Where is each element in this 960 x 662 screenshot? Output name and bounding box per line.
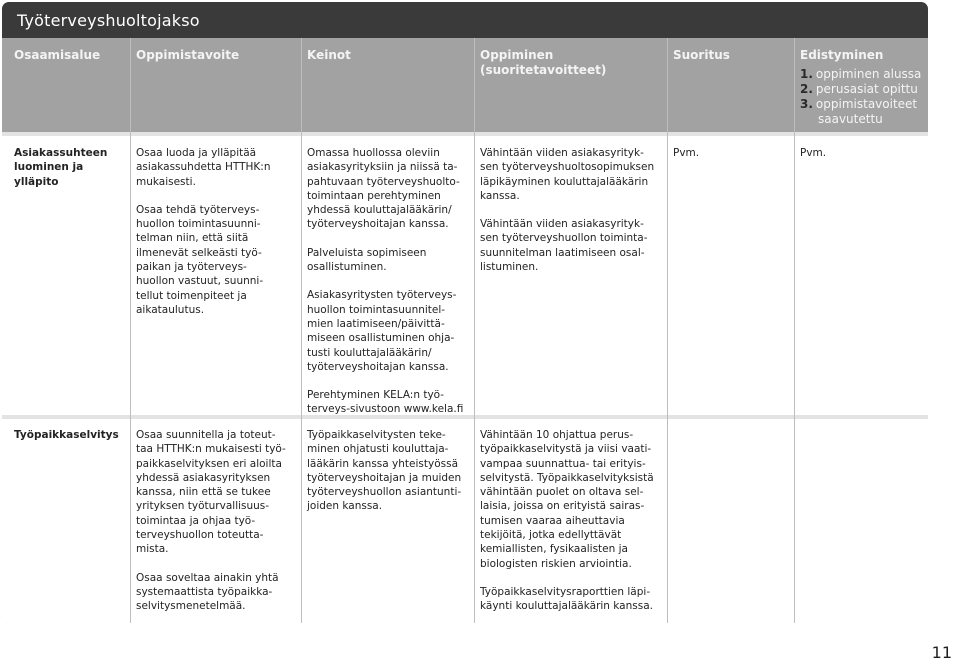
page-number: 11 (931, 643, 952, 662)
header-oppimistavoite: Oppimistavoite (136, 48, 240, 62)
header-edistyminen (800, 48, 926, 127)
progress-scale-item (800, 97, 926, 112)
cell-osaamisalue: Asiakassuhteen luominen ja ylläpito (14, 147, 108, 188)
title-bar (2, 2, 928, 38)
column-divider (667, 38, 668, 623)
progress-scale-item (800, 82, 926, 97)
progress-scale-number: 1. (800, 67, 813, 81)
progress-scale-item (800, 112, 926, 127)
cell-edistyminen: Pvm. (800, 147, 827, 159)
progress-scale-text: oppimistavoiteet (815, 97, 918, 111)
progress-scale-text: perusasiat opittu (815, 82, 918, 96)
table-row (2, 136, 928, 415)
page-title: Työterveyshuoltojakso (17, 11, 200, 30)
cell-oppimistavoite (136, 146, 301, 317)
table-frame (2, 2, 928, 623)
cell-oppimistavoite (136, 428, 301, 614)
learning-paragraph: Työpaikkaselvitysraporttien läpi- käynti kouluttajalääkärin kanssa. (480, 585, 653, 613)
learning-paragraph: Vähintään viiden asiakasyrityk- sen työterveyshuollon toiminta- suunnitelman laatimiseen osal- listuminen. (480, 218, 648, 274)
header-oppiminen: Oppiminen (suoritetavoitteet) (480, 48, 607, 77)
goal-paragraph: Osaa soveltaa ainakin yhtä systemaattista työpaikka- selvitysmenetelmää. (136, 571, 279, 613)
column-divider (794, 38, 795, 623)
means-paragraph: Omassa huollossa oleviin asiakasyrityksiin ja niissä ta- pahtuvaan työterveyshuolto- toimintaan perehtyminen yhdessä kouluttajalääkärin/ työterveyshoitajan kanssa. (307, 147, 460, 231)
table-row (2, 419, 928, 623)
progress-scale-text: saavutettu (818, 112, 883, 126)
progress-scale-number: 3. (800, 97, 813, 111)
progress-scale-number: 2. (800, 82, 813, 96)
header-edistyminen-label: Edistyminen (800, 48, 884, 62)
means-paragraph: Työpaikkaselvitysten teke- minen ohjatusti kouluttaja- lääkärin kanssa yhteistyössä työterveyshoitajan ja muiden työterveyshuollon asiantunti- joiden kanssa. (307, 429, 462, 513)
goal-paragraph: Osaa luoda ja ylläpitää asiakassuhdetta HTTHK:n mukaisesti. (136, 147, 271, 188)
goal-paragraph: Osaa tehdä työterveys- huollon toimintasuunni- telman niin, että siitä ilmenevät selkeästi työ- paikan ja työterveys- huollon vastuut, suunni- tellut toimenpiteet ja aikataulutus. (136, 203, 264, 316)
learning-paragraph: Vähintään 10 ohjattua perus- työpaikkaselvitystä ja viisi vaati- vampaa suunnattua- tai erityis- selvitystä. Työpaikkaselvityksistä vähintään puolet on oltava sel- laisia, joissa on erityistä sairas- tumisen vaaraa aiheuttavia tekijöitä, jotka edellyttävät kemiallisten, fysikaalisten ja biologisten riskien arviointia. (480, 429, 654, 570)
goal-paragraph: Osaa suunnitella ja toteut- taa HTTHK:n mukaisesti työ- paikkaselvityksen eri aloilta yhdessä asiakasyrityksen kanssa, niin että se tukee yrityksen työturvallisuus- toimintaa ja ohjaa työ- terveyshuollon toteutta- mista. (136, 429, 286, 556)
cell-suoritus: Pvm. (673, 147, 700, 159)
means-paragraph: Palveluista sopimiseen osallistuminen. (307, 246, 427, 274)
column-divider (130, 38, 131, 623)
progress-scale-list (800, 67, 926, 127)
column-divider (301, 38, 302, 623)
cell-oppiminen (480, 428, 668, 614)
means-paragraph: Perehtyminen KELA:n työ- terveys-sivustoon www.kela.fi (307, 389, 464, 416)
cell-keinot (307, 146, 475, 417)
progress-scale-text: oppiminen alussa (815, 67, 922, 81)
means-paragraph: Asiakasyritysten työterveys- huollon toimintasuunnitel- mien laatimiseen/päivittä- miseen osallistuminen ohja- tusti kouluttajalääkärin/ työterveyshoitajan kanssa. (307, 289, 457, 373)
column-divider (474, 38, 475, 623)
progress-scale-item (800, 67, 926, 82)
cell-osaamisalue: Työpaikkaselvitys (14, 429, 119, 441)
table-header-row (2, 38, 928, 132)
header-keinot: Keinot (307, 48, 351, 62)
header-suoritus: Suoritus (673, 48, 730, 62)
cell-keinot (307, 428, 475, 514)
cell-oppiminen (480, 146, 668, 274)
learning-paragraph: Vähintään viiden asiakasyrityk- sen työterveyshuoltosopimuksen läpikäyminen kouluttajalääkärin kanssa. (480, 147, 655, 202)
header-osaamisalue: Osaamisalue (14, 48, 101, 62)
